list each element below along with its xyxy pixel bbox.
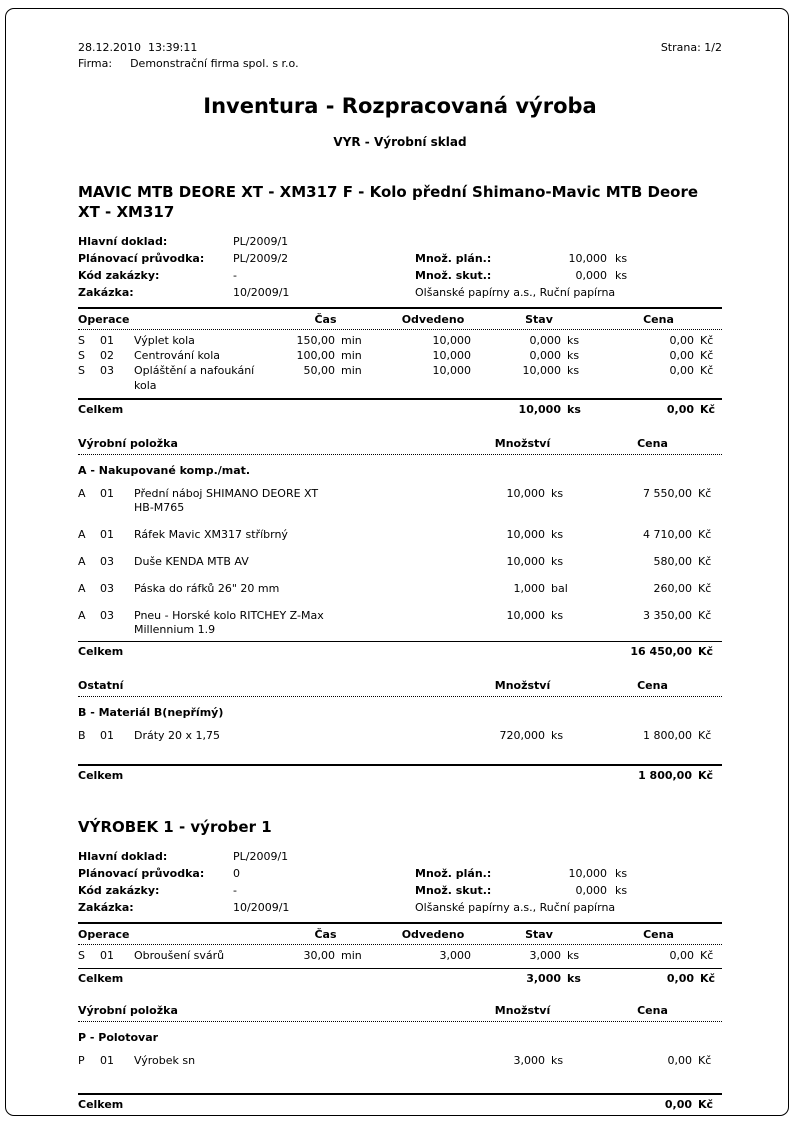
item-qty-unit: ks	[551, 1054, 564, 1067]
item-qty: 3,000	[513, 1054, 545, 1067]
op-time: 150,00	[296, 334, 335, 347]
op-price: 0,00	[669, 364, 694, 377]
op-time-unit: min	[341, 364, 362, 377]
item-num: 01	[100, 527, 114, 541]
unit-label: ks	[615, 883, 628, 897]
item-price-unit: Kč	[698, 608, 712, 622]
op-price: 0,00	[669, 334, 694, 347]
unit-label: ks	[615, 866, 628, 880]
total-price-unit: Kč	[698, 645, 714, 658]
item-num: 01	[100, 1054, 114, 1067]
col-header: Odvedeno	[401, 927, 465, 941]
op-num: 01	[100, 948, 114, 962]
op-state: 3,000	[529, 948, 561, 962]
total-label: Celkem	[78, 402, 124, 416]
op-price-unit: Kč	[700, 349, 714, 362]
item-price-unit: Kč	[698, 554, 712, 568]
operations-header	[78, 309, 722, 329]
info-row	[78, 865, 722, 882]
info-row	[78, 899, 722, 916]
col-header: Výrobní položka	[78, 436, 178, 450]
info-value: 10,000	[568, 252, 607, 265]
firm-name: Demonstrační firma spol. s r.o.	[130, 57, 299, 70]
item-qty: 10,000	[506, 608, 545, 622]
info-row	[78, 848, 722, 865]
info-label: Zakázka:	[78, 286, 134, 299]
report-content	[78, 40, 722, 1116]
total-label: Celkem	[78, 768, 124, 782]
op-price-unit: Kč	[700, 948, 714, 962]
item-row	[78, 582, 722, 596]
op-state-unit: ks	[567, 364, 580, 377]
col-header: Cena	[637, 1004, 668, 1017]
op-code: S	[78, 349, 85, 362]
op-time-unit: min	[341, 349, 362, 362]
op-name: Obroušení svárů	[134, 948, 225, 962]
info-label: Množ. skut.:	[415, 883, 492, 897]
info-row	[78, 233, 722, 250]
item-group-label: B - Materiál B(nepřímý)	[78, 706, 224, 719]
items-total	[78, 642, 722, 663]
op-time: 100,00	[296, 349, 335, 362]
info-label: Kód zakázky:	[78, 269, 160, 282]
item-qty-unit: ks	[551, 729, 564, 742]
info-value: 10,000	[568, 866, 607, 880]
op-num: 03	[100, 364, 114, 377]
op-name: Výplet kola	[134, 334, 195, 347]
item-price: 3 350,00	[643, 608, 692, 622]
firm-label: Firma:	[78, 57, 113, 70]
operation-row	[78, 348, 722, 363]
item-num: 03	[100, 608, 114, 622]
col-header: Stav	[525, 313, 553, 326]
item-code: P	[78, 1054, 85, 1067]
total-price: 0,00	[666, 402, 694, 416]
item-row	[78, 1054, 722, 1068]
col-header: Čas	[314, 927, 337, 941]
dotted-rule	[78, 1021, 722, 1022]
total-price-unit: Kč	[698, 768, 714, 782]
operations-rows	[78, 945, 722, 968]
total-price-unit: Kč	[698, 1097, 714, 1111]
col-header: Odvedeno	[401, 313, 465, 326]
op-state: 0,000	[529, 349, 561, 362]
item-qty-unit: ks	[551, 608, 564, 622]
op-price-unit: Kč	[700, 334, 714, 347]
item-name: Dráty 20 x 1,75	[134, 729, 221, 742]
item-group-label: A - Nakupované komp./mat.	[78, 463, 251, 477]
col-header: Množství	[494, 679, 551, 692]
info-label: Hlavní doklad:	[78, 235, 168, 248]
total-qty: 10,000	[518, 402, 561, 416]
op-price: 0,00	[669, 948, 694, 962]
total-label: Celkem	[78, 972, 124, 985]
total-price: 16 450,00	[630, 645, 692, 658]
col-header: Cena	[637, 679, 668, 692]
item-num: 01	[100, 729, 114, 742]
item-num: 03	[100, 581, 114, 595]
col-header: Množství	[494, 436, 551, 450]
items-total	[78, 1095, 722, 1116]
item-num: 03	[100, 554, 114, 568]
info-row	[78, 250, 722, 267]
col-header: Množství	[494, 1004, 551, 1017]
info-block	[78, 233, 722, 301]
op-time: 50,00	[303, 364, 335, 377]
section-title: VÝROBEK 1 - výrober 1	[78, 817, 272, 836]
item-qty: 10,000	[506, 554, 545, 568]
operations-rows	[78, 330, 722, 398]
op-price: 0,00	[669, 349, 694, 362]
col-header: Čas	[314, 313, 337, 326]
item-name-line2: HB-M765	[134, 500, 185, 514]
total-label: Celkem	[78, 1097, 124, 1111]
operations-header	[78, 924, 722, 944]
other-header	[78, 675, 722, 696]
op-done: 10,000	[432, 349, 471, 362]
op-state-unit: ks	[567, 349, 580, 362]
info-value: 10/2009/1	[233, 900, 290, 914]
item-code: A	[78, 608, 86, 622]
total-price: 0,00	[664, 1097, 692, 1111]
info-value: -	[233, 269, 237, 282]
op-code: S	[78, 334, 85, 347]
operations-total	[78, 969, 722, 990]
total-label: Celkem	[78, 645, 124, 658]
item-code: A	[78, 486, 86, 500]
page-header	[78, 40, 722, 56]
items-header	[78, 1000, 722, 1021]
op-state: 0,000	[529, 334, 561, 347]
item-qty: 1,000	[513, 581, 545, 595]
op-name: Centrování kola	[134, 349, 221, 362]
section-product-2	[78, 817, 722, 1116]
op-code: S	[78, 364, 85, 377]
item-qty: 10,000	[506, 486, 545, 500]
info-label: Množ. plán.:	[415, 252, 492, 265]
total-qty-unit: ks	[567, 402, 581, 416]
op-time-unit: min	[341, 334, 362, 347]
col-header: Cena	[643, 313, 674, 326]
op-name: Opláštění a nafoukání kola	[134, 364, 255, 392]
item-num: 01	[100, 486, 114, 500]
customer-name: Olšanské papírny a.s., Ruční papírna	[415, 286, 616, 299]
item-qty: 10,000	[506, 527, 545, 541]
item-row	[78, 609, 722, 637]
total-price-unit: Kč	[700, 402, 716, 416]
info-label: Plánovací průvodka:	[78, 252, 205, 265]
col-header: Stav	[525, 927, 553, 941]
info-value: -	[233, 883, 237, 897]
item-name: Ráfek Mavic XM317 stříbrný	[134, 527, 288, 541]
item-row	[78, 729, 722, 743]
header-datetime: 28.12.2010 13:39:11	[78, 41, 198, 54]
operations-total	[78, 400, 722, 421]
total-qty: 3,000	[526, 972, 561, 985]
item-row	[78, 555, 722, 569]
item-name: Pneu - Horské kolo RITCHEY Z-Max Millennium 1.9	[134, 609, 450, 637]
item-price-unit: Kč	[698, 1054, 712, 1067]
item-price: 7 550,00	[643, 486, 692, 500]
item-price-unit: Kč	[698, 527, 712, 541]
info-value: PL/2009/2	[233, 252, 289, 265]
info-label: Množ. skut.:	[415, 269, 492, 282]
op-done: 10,000	[432, 364, 471, 377]
other-total	[78, 766, 722, 787]
item-price: 0,00	[667, 1054, 692, 1067]
item-price-unit: Kč	[698, 581, 712, 595]
report-title: Inventura - Rozpracovaná výroba	[203, 94, 597, 118]
item-price-unit: Kč	[698, 486, 712, 500]
op-done: 10,000	[432, 334, 471, 347]
item-qty-unit: ks	[551, 554, 564, 568]
col-header: Cena	[637, 436, 668, 450]
col-header: Cena	[643, 927, 674, 941]
op-code: S	[78, 948, 85, 962]
info-value: PL/2009/1	[233, 849, 289, 863]
col-header: Operace	[78, 313, 130, 326]
section-product-1	[78, 182, 722, 787]
items-header	[78, 433, 722, 454]
info-label: Zakázka:	[78, 900, 134, 914]
page-number: Strana: 1/2	[660, 41, 722, 54]
report-subtitle: VYR - Výrobní sklad	[333, 135, 467, 149]
op-state: 10,000	[522, 364, 561, 377]
info-value: 0,000	[575, 269, 607, 282]
operation-row	[78, 333, 722, 348]
item-code: A	[78, 581, 86, 595]
dotted-rule	[78, 454, 722, 455]
item-qty-unit: ks	[551, 527, 564, 541]
item-qty-unit: bal	[551, 581, 568, 595]
col-header: Operace	[78, 927, 130, 941]
item-row	[78, 487, 722, 515]
operation-row	[78, 363, 722, 393]
item-name-line2: Millennium 1.9	[134, 622, 216, 636]
item-price-unit: Kč	[698, 729, 712, 742]
total-price-unit: Kč	[700, 972, 716, 985]
item-qty-unit: ks	[551, 486, 564, 500]
customer-name: Olšanské papírny a.s., Ruční papírna	[415, 900, 616, 914]
op-price-unit: Kč	[700, 364, 714, 377]
info-label: Kód zakázky:	[78, 883, 160, 897]
item-price: 4 710,00	[643, 527, 692, 541]
item-name: Přední náboj SHIMANO DEORE XT HB-M765	[134, 487, 450, 515]
op-done: 3,000	[439, 948, 471, 962]
item-name: Páska do ráfků 26" 20 mm	[134, 581, 280, 595]
unit-label: ks	[615, 252, 628, 265]
info-value: 0	[233, 866, 240, 880]
item-qty: 720,000	[499, 729, 545, 742]
company-line	[78, 56, 722, 72]
info-label: Množ. plán.:	[415, 866, 492, 880]
operation-row	[78, 948, 722, 963]
col-header: Ostatní	[78, 679, 124, 692]
info-label: Plánovací průvodka:	[78, 866, 205, 880]
item-name: Duše KENDA MTB AV	[134, 554, 249, 568]
op-time: 30,00	[303, 948, 335, 962]
info-value: 0,000	[575, 883, 607, 897]
info-value: PL/2009/1	[233, 235, 289, 248]
dotted-rule	[78, 696, 722, 697]
op-time-unit: min	[341, 948, 362, 962]
section-title: MAVIC MTB DEORE XT - XM317 F - Kolo přední Shimano-Mavic MTB Deore XT - XM317	[78, 183, 699, 221]
item-price: 260,00	[653, 581, 692, 595]
item-code: A	[78, 527, 86, 541]
total-price: 1 800,00	[638, 768, 692, 782]
info-row	[78, 284, 722, 301]
item-name: Výrobek sn	[134, 1054, 196, 1067]
op-num: 01	[100, 334, 114, 347]
item-group-label: P - Polotovar	[78, 1031, 159, 1044]
info-block	[78, 848, 722, 916]
op-state-unit: ks	[567, 948, 580, 962]
item-price: 580,00	[653, 554, 692, 568]
col-header: Výrobní položka	[78, 1004, 178, 1017]
op-state-unit: ks	[567, 334, 580, 347]
total-price: 0,00	[666, 972, 694, 985]
unit-label: ks	[615, 269, 628, 282]
op-num: 02	[100, 349, 114, 362]
item-price: 1 800,00	[643, 729, 692, 742]
total-qty-unit: ks	[567, 972, 581, 985]
item-row	[78, 528, 722, 542]
info-row	[78, 267, 722, 284]
item-code: B	[78, 729, 86, 742]
info-value: 10/2009/1	[233, 286, 290, 299]
info-label: Hlavní doklad:	[78, 849, 168, 863]
info-row	[78, 882, 722, 899]
item-code: A	[78, 554, 86, 568]
